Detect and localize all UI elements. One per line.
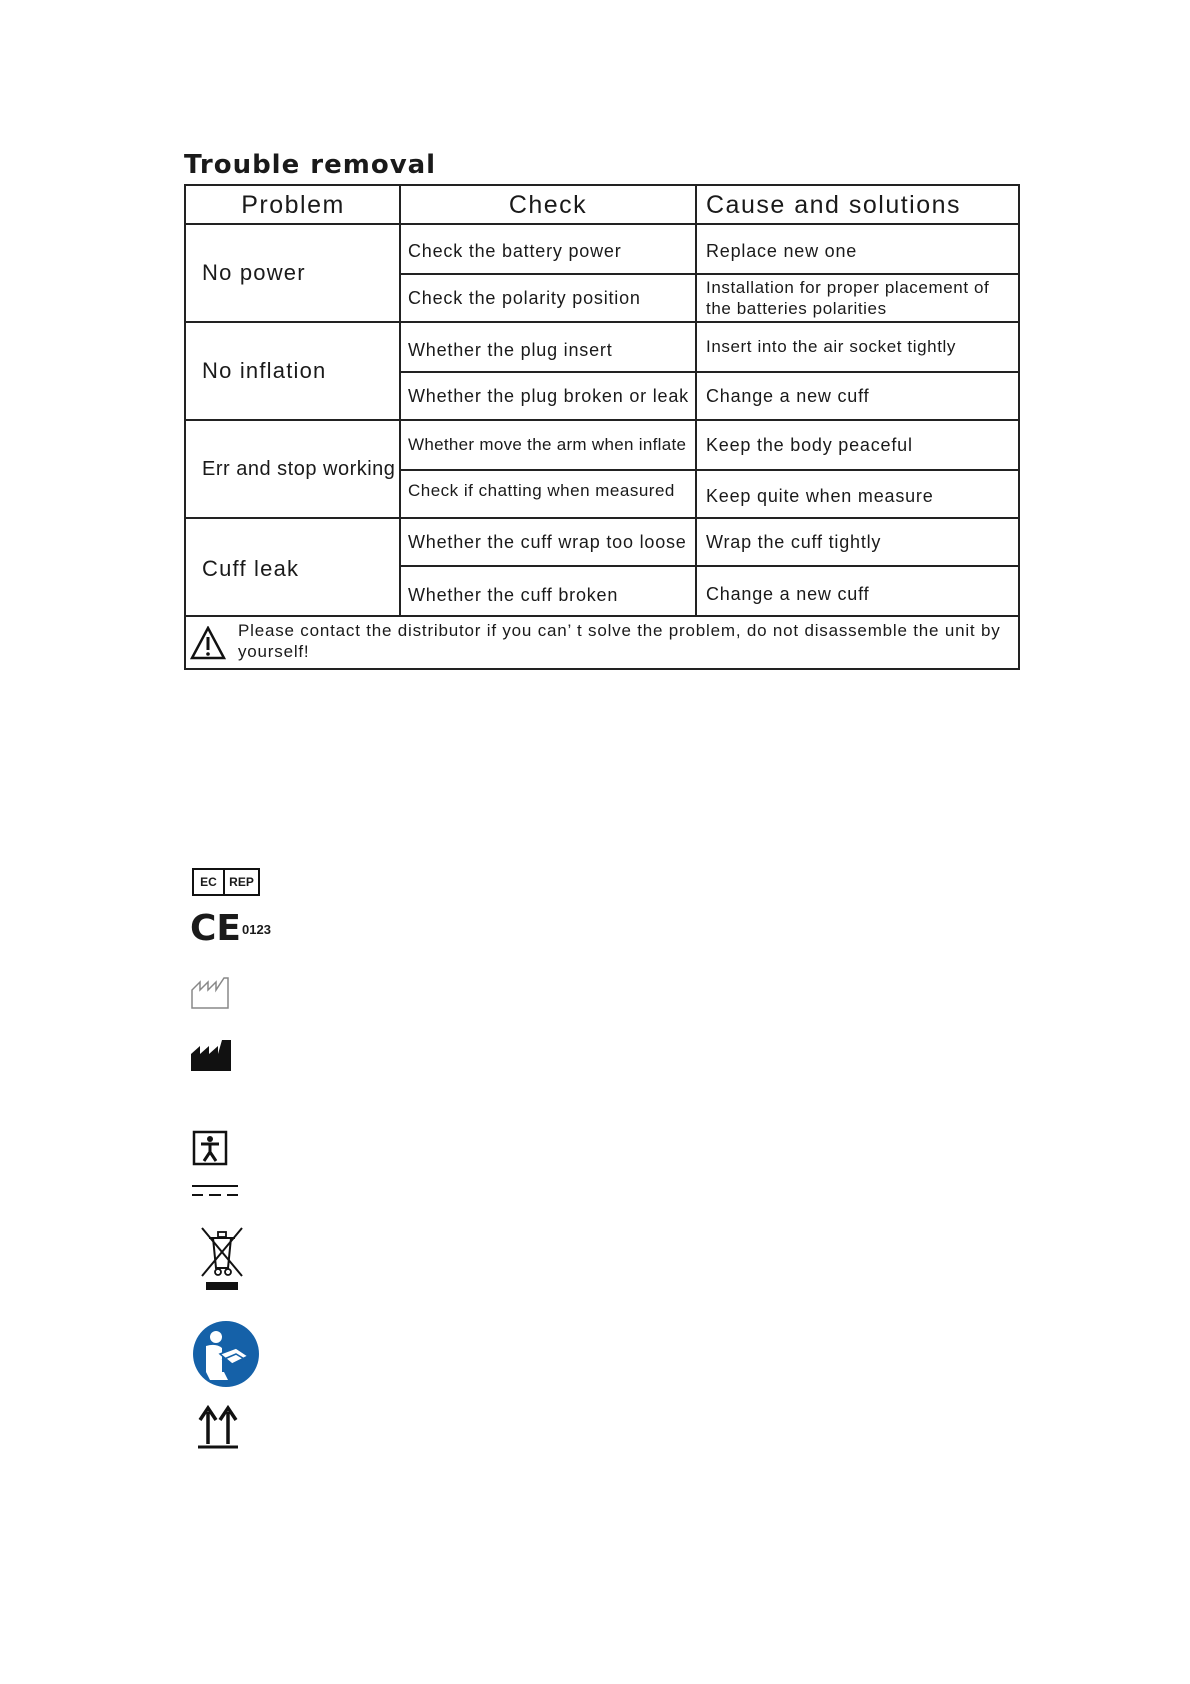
solution-cell: Keep the body peaceful	[706, 435, 913, 455]
header-problem: Problem	[241, 191, 345, 219]
check-cell: Whether the plug broken or leak	[408, 386, 689, 406]
read-manual-icon	[192, 1320, 260, 1388]
ec-label: EC	[194, 870, 225, 894]
rep-label: REP	[229, 875, 254, 889]
this-way-up-icon	[196, 1404, 240, 1450]
problem-cuff-leak: Cuff leak	[202, 556, 300, 581]
header-check: Check	[508, 191, 588, 219]
check-cell: Check the polarity position	[408, 288, 641, 308]
problem-err-stop: Err and stop working	[202, 458, 396, 480]
header-solution: Cause and solutions	[706, 191, 962, 219]
problem-no-inflation: No inflation	[202, 358, 327, 383]
notified-body-number: 0123	[242, 922, 271, 937]
solution-cell: Wrap the cuff tightly	[706, 532, 882, 552]
check-cell: Check if chatting when measured	[408, 481, 675, 500]
problem-no-power: No power	[202, 260, 306, 285]
solution-cell: Change a new cuff	[706, 386, 870, 406]
solution-cell: Change a new cuff	[706, 584, 870, 604]
check-cell: Whether move the arm when inflate	[408, 435, 687, 454]
check-cell: Whether the plug insert	[408, 340, 613, 360]
type-bf-applied-part-icon	[192, 1130, 228, 1166]
direct-current-icon	[192, 1184, 238, 1198]
solution-cell: Insert into the air socket tightly	[706, 337, 957, 356]
weee-disposal-icon	[198, 1224, 246, 1292]
check-cell: Whether the cuff wrap too loose	[408, 532, 687, 552]
solution-cell: Installation for proper placement of the batteries polarities	[706, 278, 990, 318]
check-cell: Check the battery power	[408, 241, 622, 261]
ce-mark-icon: CE	[190, 908, 242, 949]
solution-cell: Keep quite when measure	[706, 486, 934, 506]
trouble-table	[184, 184, 1020, 670]
support-note: Please contact the distributor if you can’ t solve the problem, do not disassemble the unit by yourself!	[238, 621, 1001, 661]
solution-cell: Replace new one	[706, 241, 858, 261]
ec-rep-icon	[192, 868, 260, 896]
page-title: Trouble removal	[184, 150, 437, 180]
check-cell: Whether the cuff broken	[408, 585, 619, 605]
date-of-manufacture-icon	[190, 974, 232, 1010]
manufacturer-icon	[190, 1036, 232, 1072]
warning-icon	[190, 626, 226, 660]
